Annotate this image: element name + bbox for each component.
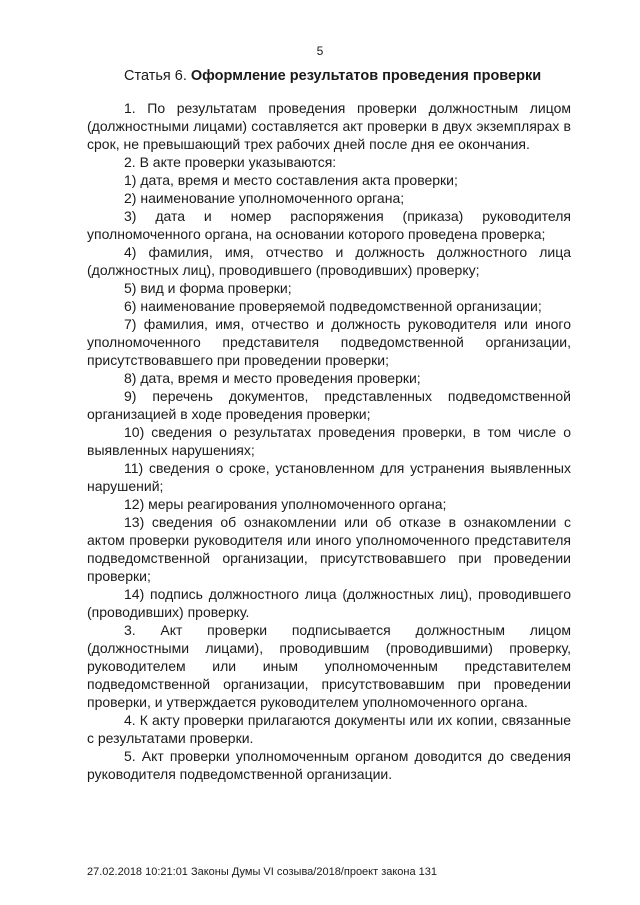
paragraph: 9) перечень документов, представленных подведомственной организацией в ходе проведения проверки;	[87, 388, 571, 422]
article-body	[87, 99, 571, 783]
paragraph: 4. К акту проверки прилагаются документы или их копии, связанные с результатами проверки.	[87, 712, 571, 746]
paragraph: 1. По результатам проведения проверки должностным лицом (должностными лицами) составляется акт проверки в двух экземплярах в срок, не превышающий трех рабочих дней после дня ее окончания.	[87, 100, 571, 152]
paragraph: 5) вид и форма проверки;	[124, 280, 292, 296]
article-title: Оформление результатов проведения проверки	[190, 68, 542, 84]
paragraph: 12) меры реагирования уполномоченного органа;	[124, 496, 447, 512]
paragraph: 3. Акт проверки подписывается должностным лицом (должностными лицами), проводившим (проводившими) проверку, руководителем или иным уполномоченным представителем подведомственной организации, присутствовавшим при проведении проверки, и утверждается руководителем уполномоченного органа.	[87, 622, 571, 710]
paragraph: 14) подпись должностного лица (должностных лиц), проводившего (проводивших) проверку.	[87, 586, 571, 620]
paragraph: 13) сведения об ознакомлении или об отказе в ознакомлении с актом проверки руководителя или иного уполномоченного представителя подведомственной организации, присутствовавшего при проведении проверки;	[87, 514, 571, 584]
paragraph: 6) наименование проверяемой подведомственной организации;	[124, 298, 542, 314]
paragraph: 1) дата, время и место составления акта проверки;	[124, 172, 458, 188]
paragraph: 2. В акте проверки указываются:	[124, 154, 337, 170]
article-heading	[124, 68, 541, 84]
paragraph: 8) дата, время и место проведения проверки;	[124, 370, 421, 386]
paragraph: 3) дата и номер распоряжения (приказа) руководителя уполномоченного органа, на основании которого проведена проверка;	[87, 208, 571, 242]
paragraph: 5. Акт проверки уполномоченным органом доводится до сведения руководителя подведомственной организации.	[87, 748, 571, 782]
paragraph: 10) сведения о результатах проведения проверки, в том числе о выявленных нарушениях;	[87, 424, 571, 458]
page-number: 5	[316, 44, 324, 58]
paragraph: 11) сведения о сроке, установленном для устранения выявленных нарушений;	[87, 460, 571, 494]
paragraph: 4) фамилия, имя, отчество и должность должностного лица (должностных лиц), проводившего (проводивших) проверку;	[87, 244, 571, 278]
paragraph: 7) фамилия, имя, отчество и должность руководителя или иного уполномоченного представителя подведомственной организации, присутствовавшего при проведении проверки;	[87, 316, 571, 368]
article-prefix: Статья 6.	[124, 68, 187, 84]
paragraph: 2) наименование уполномоченного органа;	[124, 190, 405, 206]
document-footer: 27.02.2018 10:21:01 Законы Думы VI созыва/2018/проект закона 131	[87, 866, 438, 878]
